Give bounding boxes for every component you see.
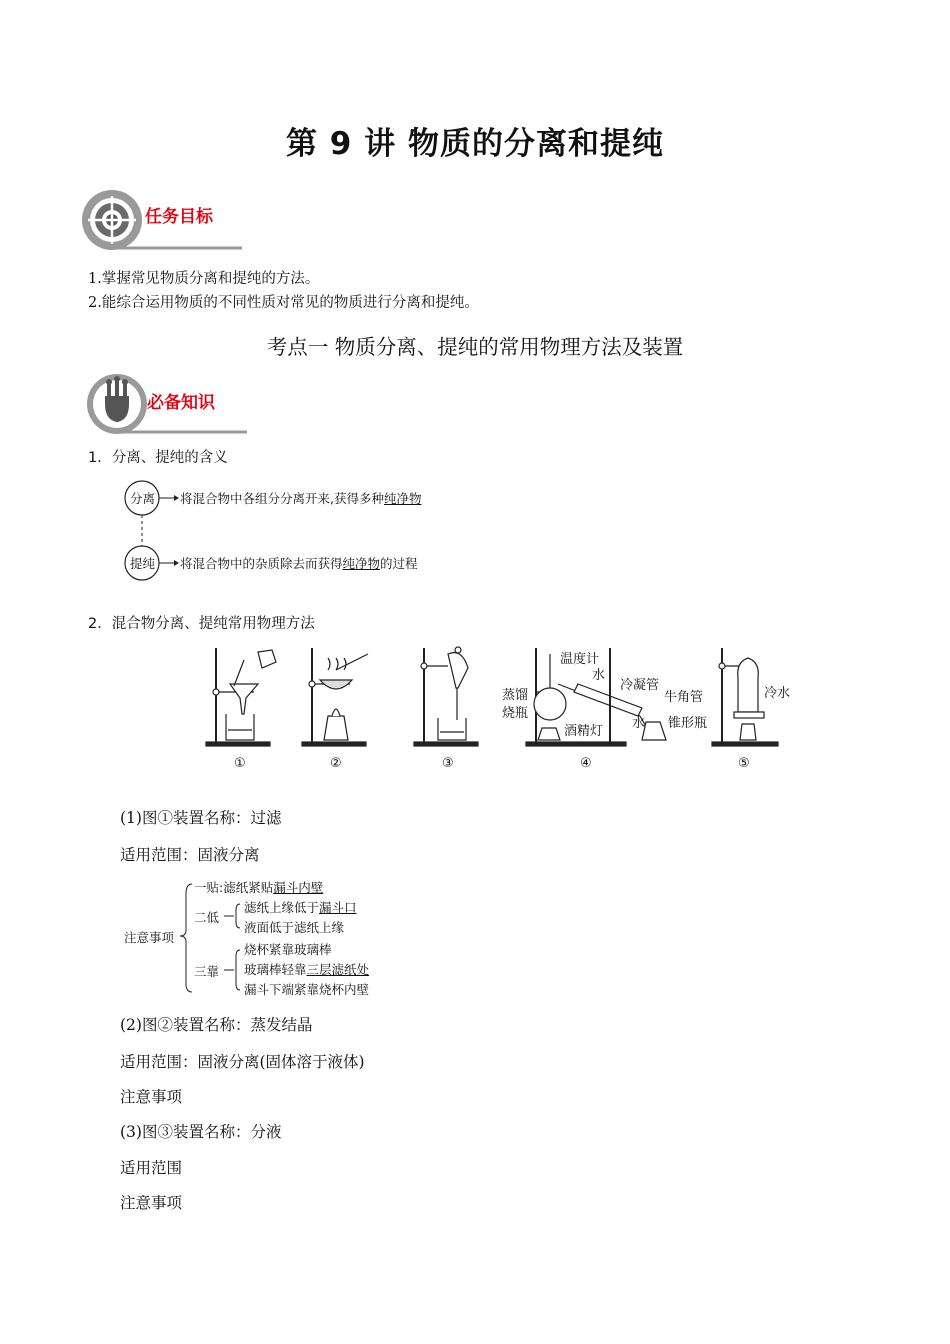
rule-2-label: 二低 <box>194 910 220 925</box>
water-out-label: 水 <box>632 716 646 731</box>
separation-term: 纯净物 <box>383 491 422 506</box>
rule-3b <box>244 960 369 978</box>
knowledge-badge-label: 必备知识 <box>147 393 215 413</box>
filtration-name: (1)图①装置名称：过滤 <box>120 809 282 827</box>
page-title: 第 9 讲 物质的分离和提纯 <box>286 126 664 162</box>
apparatus-figure <box>200 640 800 780</box>
conical-flask-label: 锥形瓶 <box>668 716 708 731</box>
evaporation-apparatus <box>302 648 368 746</box>
apparatus-drawings <box>200 640 800 780</box>
rule-3-label: 三靠 <box>194 964 220 979</box>
separatory-name: (3)图③装置名称：分液 <box>120 1123 282 1141</box>
rule-3c: 漏斗下端紧靠烧杯内壁 <box>244 982 370 997</box>
evaporation-notes: 注意事项 <box>120 1088 183 1106</box>
condenser-label: 冷凝管 <box>620 678 660 693</box>
separation-definition <box>180 489 422 507</box>
purification-text: 将混合物中的杂质除去而获得 <box>180 556 343 571</box>
rule-1-group <box>194 878 323 896</box>
section-subtitle: 考点一 物质分离、提纯的常用物理方法及装置 <box>266 335 684 359</box>
rule-1-text: 滤纸紧贴 <box>223 880 274 895</box>
purification-label: 提纯 <box>130 556 156 571</box>
figure-number-5: ⑤ <box>738 756 750 771</box>
separatory-scope: 适用范围 <box>120 1159 183 1177</box>
rule-1-term: 漏斗内壁 <box>273 880 324 895</box>
evaporation-scope: 适用范围：固液分离(固体溶于液体) <box>120 1053 365 1071</box>
separation-label: 分离 <box>130 491 156 506</box>
rule-2a-term: 漏斗口 <box>319 900 357 915</box>
figure-number-1: ① <box>234 756 246 771</box>
filtration-notes-diagram <box>120 874 420 1000</box>
cold-water-label: 冷水 <box>764 686 791 701</box>
lamp-label: 酒精灯 <box>564 724 604 739</box>
filtration-apparatus <box>206 648 276 746</box>
purification-definition <box>180 554 418 572</box>
rule-3b-term: 三层滤纸处 <box>306 962 370 977</box>
figure-number-4: ④ <box>580 756 592 771</box>
flask-label-2: 烧瓶 <box>502 706 529 721</box>
section-1-heading: 1．分离、提纯的含义 <box>88 450 228 466</box>
objective-1: 1.掌握常见物质分离和提纯的方法。 <box>88 271 320 287</box>
rule-2b: 液面低于滤纸上缘 <box>244 920 345 935</box>
rule-3b-text: 玻璃棒轻靠 <box>244 962 307 977</box>
figure-number-2: ② <box>330 756 342 771</box>
evaporation-name: (2)图②装置名称：蒸发结晶 <box>120 1016 313 1034</box>
rule-1-label: 一贴: <box>194 880 224 895</box>
objectives-badge-label: 任务目标 <box>145 207 213 227</box>
separatory-notes: 注意事项 <box>120 1194 183 1212</box>
filtration-scope: 适用范围：固液分离 <box>120 846 260 864</box>
separation-text: 将混合物中各组分分离开来,获得多种 <box>180 491 384 506</box>
knowledge-badge <box>85 372 255 436</box>
figure-number-3: ③ <box>442 756 454 771</box>
notes-label: 注意事项 <box>124 930 175 945</box>
separatory-funnel-apparatus <box>414 647 478 746</box>
rule-3a: 烧杯紧靠玻璃棒 <box>244 942 332 957</box>
objectives-badge <box>80 188 250 252</box>
objective-2: 2.能综合运用物质的不同性质对常见的物质进行分离和提纯。 <box>88 295 479 311</box>
definition-diagram <box>122 478 442 584</box>
water-in-label: 水 <box>592 668 606 683</box>
rule-2a-text: 滤纸上缘低于 <box>244 900 320 915</box>
flask-label-1: 蒸馏 <box>502 688 529 703</box>
purification-tail: 的过程 <box>380 556 418 571</box>
thermometer-label: 温度计 <box>560 652 600 667</box>
rule-2a <box>244 898 357 916</box>
purification-term: 纯净物 <box>342 556 381 571</box>
adapter-label: 牛角管 <box>664 690 704 705</box>
section-2-heading: 2．混合物分离、提纯常用物理方法 <box>88 616 315 632</box>
